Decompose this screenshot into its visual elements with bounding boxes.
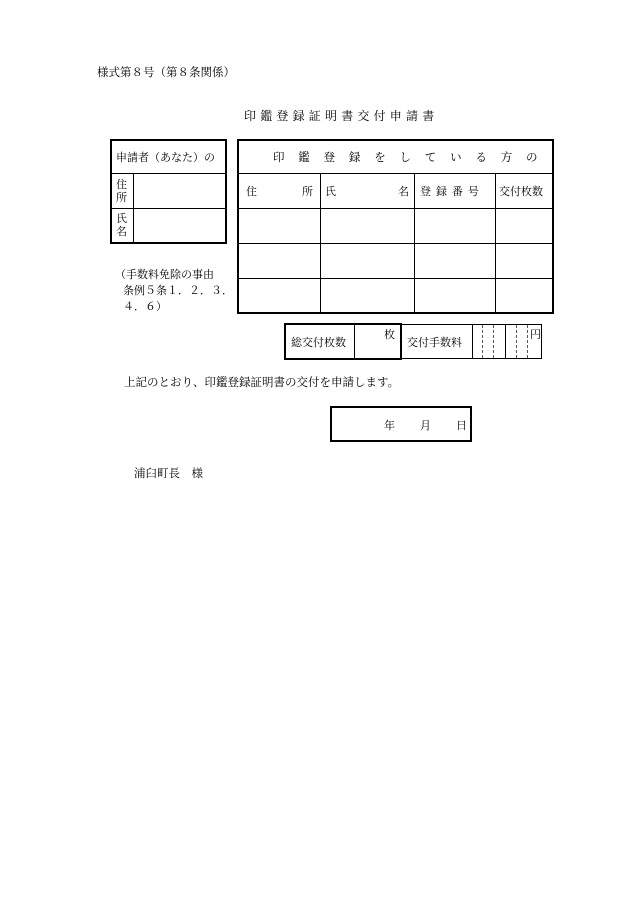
divider (414, 173, 415, 312)
registrant-table (237, 139, 554, 314)
registrant-copies-field[interactable] (497, 280, 551, 312)
fee-amount-field[interactable] (473, 326, 527, 357)
divider (239, 278, 552, 279)
col-name-label: 氏 (325, 185, 336, 198)
name-label: 氏 (116, 212, 127, 225)
date-month-label: 月 (420, 419, 431, 432)
registrant-regno-field[interactable] (416, 210, 494, 242)
divider (112, 173, 225, 174)
divider (320, 173, 321, 312)
divider (239, 243, 552, 244)
divider (495, 173, 496, 312)
date-box[interactable] (330, 406, 472, 442)
col-name-label: 名 (398, 185, 409, 198)
sheet-unit: 枚 (384, 328, 395, 341)
registrant-name-field[interactable] (322, 245, 413, 277)
registrant-copies-field[interactable] (497, 210, 551, 242)
registrant-header: 印鑑登録をしている方の (273, 150, 552, 164)
registrant-regno-field[interactable] (416, 245, 494, 277)
col-address-label: 所 (302, 185, 313, 198)
address-label: 所 (116, 191, 127, 204)
yen-unit: 円 (530, 328, 541, 341)
address-label: 住 (116, 178, 127, 191)
form-number: 様式第８号（第８条関係） (97, 65, 235, 79)
total-copies-label: 総交付枚数 (291, 336, 346, 349)
divider (239, 173, 552, 174)
col-copies-label: 交付枚数 (499, 185, 543, 198)
fee-label: 交付手数料 (407, 336, 462, 349)
registrant-regno-field[interactable] (416, 280, 494, 312)
date-year-label: 年 (384, 419, 395, 432)
registrant-name-field[interactable] (322, 280, 413, 312)
divider (354, 325, 355, 358)
registrant-copies-field[interactable] (497, 245, 551, 277)
divider (239, 208, 552, 209)
divider (133, 173, 134, 242)
exemption-line: ４．６） (123, 300, 167, 313)
date-day-label: 日 (456, 419, 467, 432)
total-copies-box (284, 323, 402, 360)
registrant-name-field[interactable] (322, 210, 413, 242)
applicant-header: 申請者（あなた）の (116, 151, 215, 164)
col-address-label: 住 (246, 185, 257, 198)
applicant-name-field[interactable] (135, 210, 223, 241)
fee-box (402, 324, 542, 359)
col-regno-label: 登録番号 (420, 185, 484, 198)
name-label: 名 (116, 225, 127, 238)
registrant-address-field[interactable] (240, 245, 318, 277)
statement: 上記のとおり、印鑑登録証明書の交付を申請します。 (124, 375, 400, 389)
divider (112, 208, 225, 209)
digit-divider (527, 325, 528, 358)
addressee: 浦臼町長 様 (134, 466, 203, 480)
registrant-address-field[interactable] (240, 210, 318, 242)
applicant-address-field[interactable] (135, 175, 223, 206)
registrant-address-field[interactable] (240, 280, 318, 312)
applicant-box (110, 139, 227, 244)
page-title: 印鑑登録証明書交付申請書 (244, 109, 439, 123)
exemption-line: （手数料免除の事由 (115, 268, 214, 281)
exemption-line: 条例５条１．２．３． (123, 284, 233, 297)
